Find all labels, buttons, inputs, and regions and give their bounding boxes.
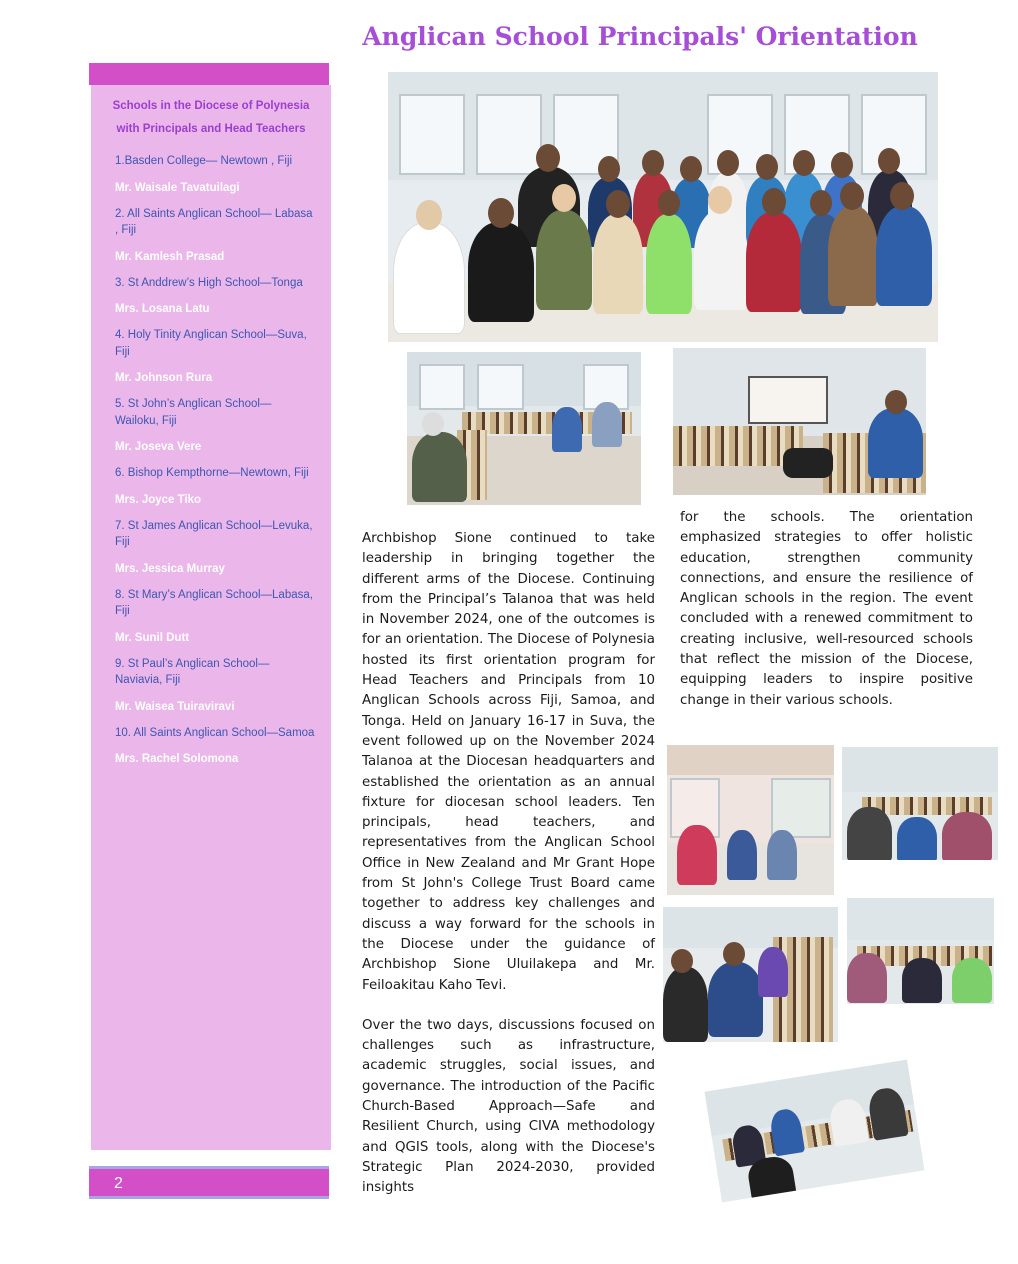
sidebar-top-bar [89, 63, 329, 85]
school-name: 9. St Paul’s Anglican School—Naviavia, Fiji [115, 657, 270, 686]
school-name: 2. All Saints Anglican School— Labasa , Fiji [115, 207, 313, 236]
article-paragraph: Over the two days, discussions focused on challenges such as infrastructure, academic struggles, social issues, and governance. The introduction of the Pacific Church-Based Approach—Safe and Resilient Church, using CIVA methodology and QGIS tools, along with the Diocese's Strategic Plan 2024-2030, provided insights [362, 1017, 655, 1196]
sidebar-heading: Schools in the Diocese of Polynesia with Principals and Head Teachers [112, 100, 310, 135]
principal-name: Mrs. Joyce Tiko [115, 493, 202, 506]
meeting-photo [673, 348, 926, 495]
school-name: 8. St Mary’s Anglican School—Labasa, Fiji [115, 588, 313, 617]
page-number: 2 [114, 1175, 123, 1192]
principal-name: Mr. Kamlesh Prasad [115, 250, 225, 263]
page-title: Anglican School Principals' Orientation [362, 22, 918, 51]
collage-photo [847, 898, 994, 1004]
school-name: 4. Holy Tinity Anglican School—Suva, Fiji [115, 329, 307, 358]
collage-photo [663, 907, 838, 1042]
school-list [115, 153, 315, 767]
collage-photo [667, 745, 834, 895]
school-name: 10. All Saints Anglican School—Samoa [115, 726, 315, 739]
principal-name: Mrs. Jessica Murray [115, 562, 225, 575]
school-name: 1.Basden College— Newtown , Fiji [115, 155, 293, 167]
article-column-2 [680, 508, 973, 731]
sidebar-school-list-panel [91, 85, 331, 1150]
collage-photo [842, 747, 998, 860]
meeting-photo [407, 352, 641, 505]
school-name: 5. St John’s Anglican School—Wailoku, Fiji [115, 398, 272, 427]
article-paragraph: Archbishop Sione continued to take leadership in bringing together the different arms of the Diocese. Continuing from the Principal’s Talanoa that was held in November 2024, one of the outcomes is for an orientation. The Diocese of Polynesia hosted its first orientation program for Head Teachers and Principals from 10 Anglican Schools across Fiji, Samoa, and Tonga. Held on January 16-17 in Suva, the event followed up on the November 2024 Talanoa at the Diocesan headquarters and established the orientation as an annual fixture for diocesan school leaders. Ten principals, head teachers, and representatives from the Anglican School Office in New Zealand and Mr Grant Hope from St John's College Trust Board came together to address key challenges and discuss a way forward for the schools in the Diocese under the guidance of Archbishop Sione Uluilakepa and Mr. Feiloakitau Kaho Tevi. [362, 531, 655, 993]
principal-name: Mr. Waisea Tuiraviravi [115, 700, 235, 713]
principal-name: Mrs. Rachel Solomona [115, 753, 239, 765]
group-photo [388, 72, 938, 342]
collage-photo-rotated [705, 1060, 925, 1203]
principal-name: Mr. Sunil Dutt [115, 631, 190, 644]
principal-name: Mrs. Losana Latu [115, 303, 210, 315]
article-paragraph: for the schools. The orientation emphasized strategies to offer holistic education, strengthen community connections, and ensure the resilience of Anglican schools in the region. The event concluded with a renewed commitment to creating inclusive, well-resourced schools that reflect the mission of the Diocese, equipping leaders to inspire positive change in their various schools. [680, 510, 973, 708]
principal-name: Mr. Waisale Tavatuilagi [115, 181, 240, 194]
school-name: 7. St James Anglican School—Levuka, Fiji [115, 519, 313, 548]
page-footer-bar [89, 1166, 329, 1199]
school-name: 3. St Anddrew’s High School—Tonga [115, 276, 303, 289]
principal-name: Mr. Joseva Vere [115, 441, 202, 453]
article-column-1 [362, 529, 655, 1219]
principal-name: Mr. Johnson Rura [115, 372, 213, 384]
school-name: 6. Bishop Kempthorne—Newtown, Fiji [115, 467, 309, 479]
